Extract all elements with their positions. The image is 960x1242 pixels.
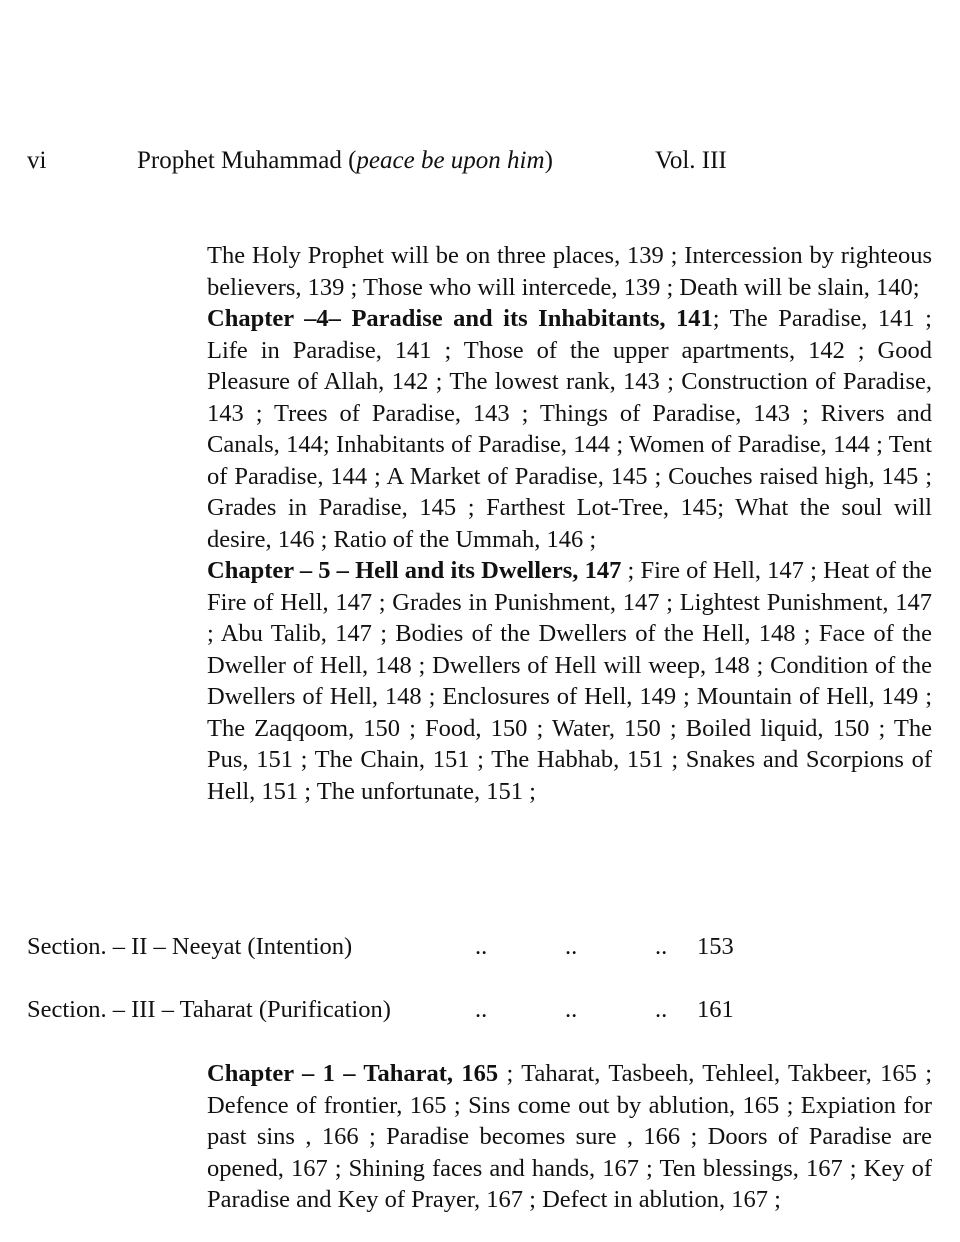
section-3-label: Section. – III – Taharat (Purification) [27, 996, 391, 1023]
book-title-text: Prophet Muhammad [137, 147, 342, 174]
chapter-4-entry [207, 303, 932, 555]
chapter-5-entry [207, 555, 932, 807]
chapter-4-heading: Chapter –4– Paradise and its Inhabitants, 141 [207, 305, 713, 332]
section-3-line [27, 993, 787, 1027]
chapter-5-topics: ; Fire of Hell, 147 ; Heat of the Fire of Hell, 147 ; Grades in Punishment, 147 ; Lightest Punishment, 147 ; Abu Talib, 147 ; Bodies of the Dwellers of the Hell, 148 ; Face of the Dweller of Hell, 148 ; Dwellers of Hell will weep, 148 ; Condition of the Dwellers of Hell, 148 ; Enclosures of Hell, 149 ; Mountain of Hell, 149 ; The Zaqqoom, 150 ; Food, 150 ; Water, 150 ; Boiled liquid, 150 ; The Pus, 151 ; The Chain, 151 ; The Habhab, 151 ; Snakes and Scorpions of Hell, 151 ; The unfortunate, 151 ; [207, 557, 932, 805]
page-number: vi [27, 147, 47, 174]
book-title: Prophet Muhammad (peace be upon him) [137, 147, 553, 174]
section-2-line [27, 930, 787, 964]
honorific: peace be upon him [356, 147, 545, 174]
leader-dots: .. [655, 933, 668, 960]
chapter-1-topics: ; Taharat, Tasbeeh, Tehleel, Takbeer, 165 ; Defence of frontier, 165 ; Sins come out by ablution, 165 ; Expiation for past sins , 166 ; Paradise becomes sure , 166 ; Doors of Paradise are opened, 167 ; Shining faces and hands, 167 ; Ten blessings, 167 ; Key of Paradise and Key of Prayer, 167 ; Defect in ablution, 167 ; [207, 1060, 932, 1213]
chapter-5-heading: Chapter – 5 – Hell and its Dwellers, 147 [207, 557, 622, 584]
leader-dots: .. [475, 933, 488, 960]
contents-intro-paragraph: The Holy Prophet will be on three places, 139 ; Intercession by righteous believers, 139 ; Those who will intercede, 139 ; Death will be slain, 140; [207, 242, 932, 301]
leader-dots: .. [565, 996, 578, 1023]
running-head [0, 144, 960, 178]
contents-block-1 [207, 240, 932, 807]
chapter-1-entry [207, 1058, 932, 1216]
leader-dots: .. [565, 933, 578, 960]
contents-block-2 [207, 1058, 932, 1216]
leader-dots: .. [655, 996, 668, 1023]
volume-label: Vol. III [655, 147, 727, 174]
chapter-4-topics: ; The Paradise, 141 ; Life in Paradise, 141 ; Those of the upper apartments, 142 ; Good Pleasure of Allah, 142 ; The lowest rank, 143 ; Construction of Paradise, 143 ; Trees of Paradise, 143 ; Things of Paradise, 143 ; Rivers and Canals, 144; Inhabitants of Paradise, 144 ; Women of Paradise, 144 ; Tent of Paradise, 144 ; A Market of Paradise, 145 ; Couches raised high, 145 ; Grades in Paradise, 145 ; Farthest Lot-Tree, 145; What the soul will desire, 146 ; Ratio of the Ummah, 146 ; [207, 305, 932, 553]
leader-dots: .. [475, 996, 488, 1023]
chapter-1-heading: Chapter – 1 – Taharat, 165 [207, 1060, 499, 1087]
section-2-label: Section. – II – Neeyat (Intention) [27, 933, 353, 960]
section-3-page: 161 [697, 996, 734, 1023]
section-2-page: 153 [697, 933, 734, 960]
